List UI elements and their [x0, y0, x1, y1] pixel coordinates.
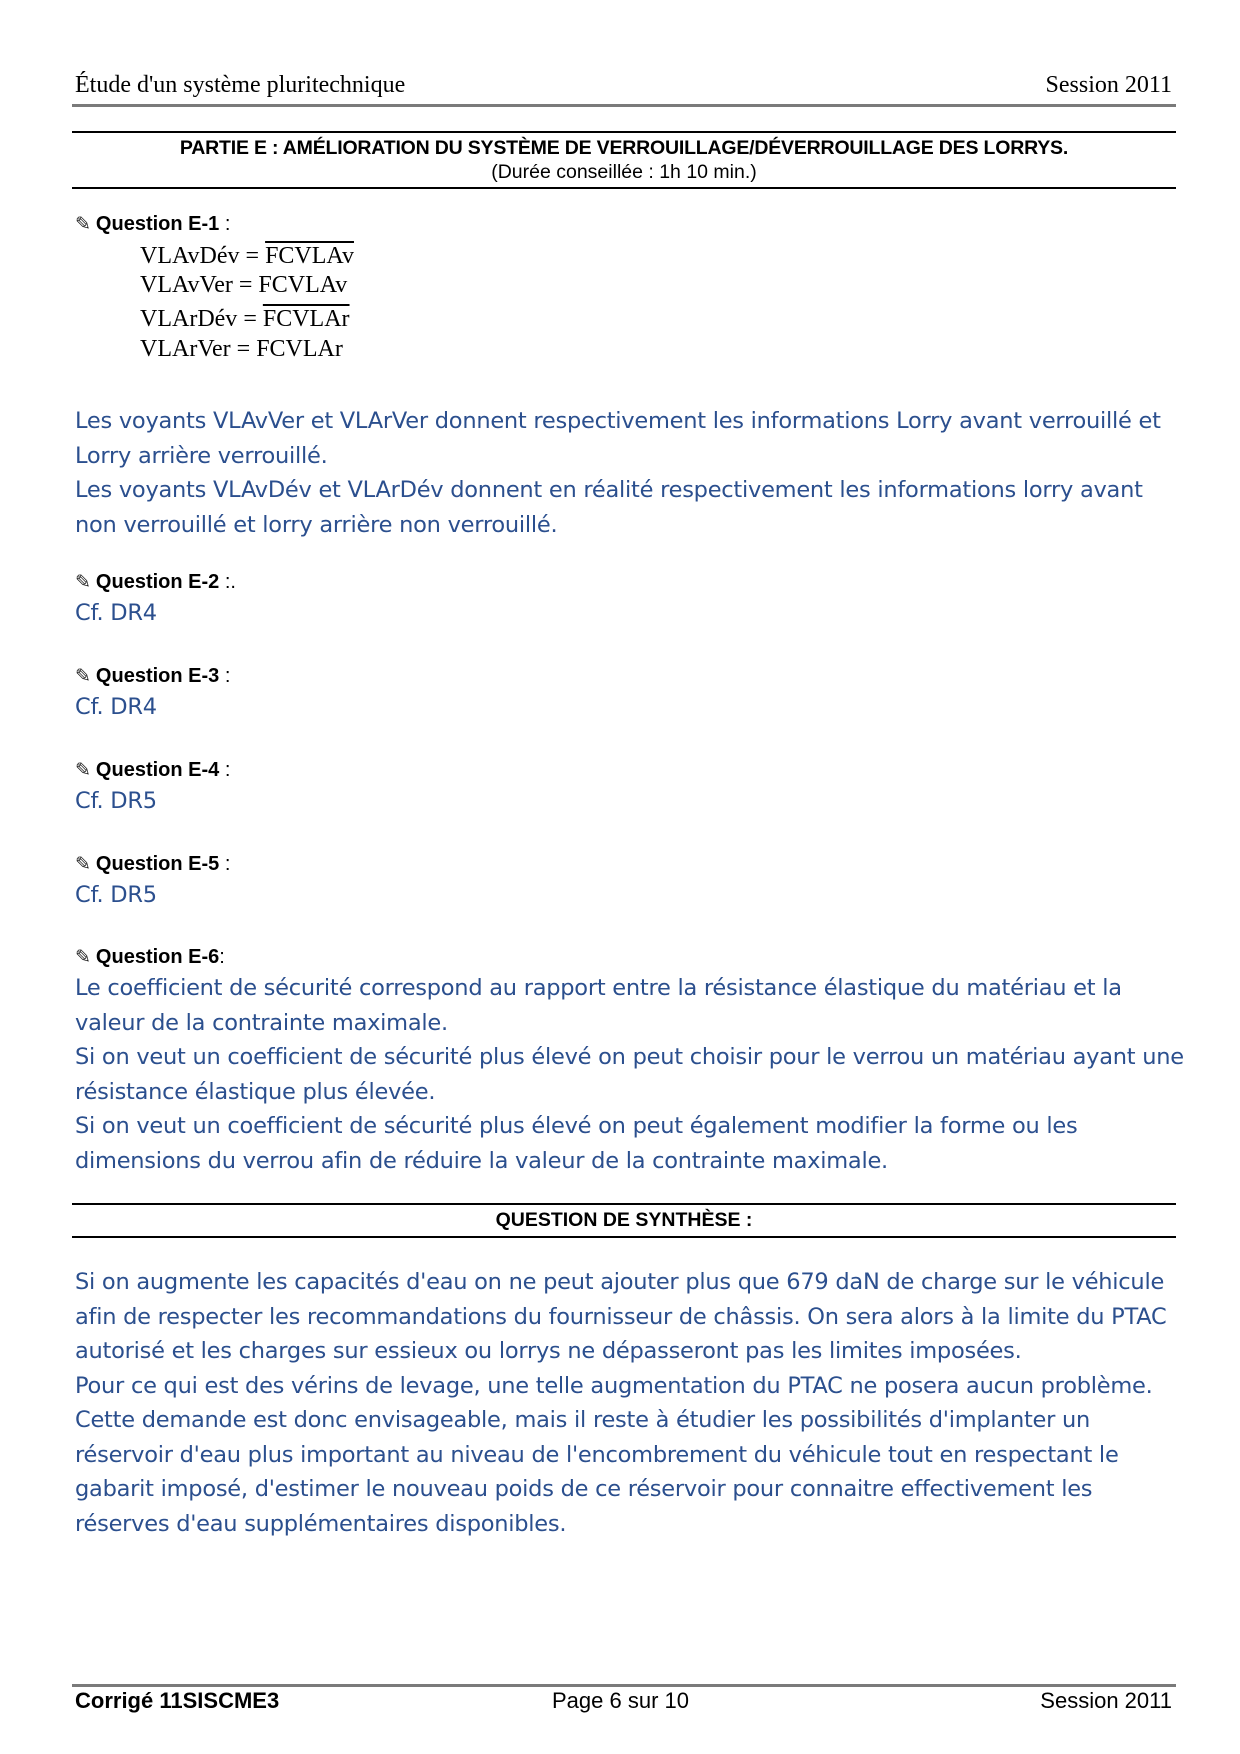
- part-title: PARTIE E : AMÉLIORATION DU SYSTÈME DE VERROUILLAGE/DÉVERROUILLAGE DES LORRYS.: [179, 137, 1069, 159]
- answer-e2: Cf. DR4: [75, 600, 157, 626]
- answer-paragraph: Le coefficient de sécurité correspond au rapport entre la résistance élastique du matériau et la valeur de la contrainte maximale.: [75, 975, 1122, 1036]
- pencil-icon: ✎: [75, 947, 91, 968]
- answer-paragraph: Si on veut un coefficient de sécurité plus élevé on peut également modifier la forme ou les dimensions du verrou afin de réduire la valeur de la contrainte maximale.: [75, 1113, 1078, 1174]
- answer-paragraph: Cette demande est donc envisageable, mais il reste à étudier les possibilités d'implanter un réservoir d'eau plus important au niveau de l'encombrement du véhicule tout en respectant le gabarit imposé, d'estimer le nouveau poids de ce réservoir pour connaitre effectivement les réserves d'eau supplémentaires disponibles.: [75, 1407, 1119, 1537]
- equation-lhs: VLArVer: [140, 336, 231, 362]
- answer-paragraph: Si on augmente les capacités d'eau on ne peut ajouter plus que 679 daN de charge sur le véhicule afin de respecter les recommandations du fournisseur de châssis. On sera alors à la limite du PTAC autorisé et les charges sur essieux ou lorrys ne dépasseront pas les limites imposées.: [75, 1269, 1167, 1364]
- question-e6-label: [75, 946, 225, 969]
- question-e3-suffix: :: [219, 665, 231, 687]
- equation-rhs: FCVLAv: [265, 243, 354, 269]
- equation-1: VLAvDév = FCVLAv: [140, 243, 354, 269]
- answer-e1: [75, 404, 1185, 542]
- answer-e6: [75, 971, 1185, 1178]
- equation-lhs: VLAvDév: [140, 243, 240, 269]
- question-e6-name: Question E-6: [95, 946, 220, 968]
- question-e4-label: [75, 759, 230, 782]
- question-e2-suffix: :.: [219, 571, 236, 593]
- equation-lhs: VLArDév: [140, 306, 238, 332]
- question-e3-name: Question E-3: [95, 665, 220, 687]
- question-e5-suffix: :: [219, 853, 231, 875]
- question-e1-label: [75, 213, 230, 236]
- answer-paragraph: Pour ce qui est des vérins de levage, une telle augmentation du PTAC ne posera aucun problème.: [75, 1372, 1153, 1399]
- question-e3-label: [75, 665, 230, 688]
- question-e4-suffix: :: [219, 759, 231, 781]
- footer-document-id: Corrigé 11SISCME3: [75, 1688, 280, 1713]
- header-session: Session 2011: [1045, 72, 1172, 98]
- question-e2-label: [75, 571, 236, 594]
- pencil-icon: ✎: [75, 760, 91, 781]
- synthesis-answer: [75, 1265, 1185, 1541]
- equation-4: VLArVer = FCVLAr: [140, 336, 343, 362]
- answer-e5: Cf. DR5: [75, 882, 157, 908]
- pencil-icon: ✎: [75, 214, 91, 235]
- equation-rhs: FCVLAv: [258, 272, 348, 298]
- equation-3: VLArDév = FCVLAr: [140, 306, 350, 332]
- question-e4-name: Question E-4: [95, 759, 220, 781]
- equation-rhs: FCVLAr: [262, 306, 350, 332]
- part-bottom-rule: [72, 187, 1176, 189]
- question-e6-suffix: :: [219, 946, 225, 968]
- equation-2: VLAvVer = FCVLAv: [140, 272, 348, 298]
- answer-e3: Cf. DR4: [75, 694, 157, 720]
- question-e2-name: Question E-2: [95, 571, 220, 593]
- pencil-icon: ✎: [75, 666, 91, 687]
- equation-rhs: FCVLAr: [256, 336, 343, 362]
- synthesis-bottom-rule: [72, 1236, 1176, 1238]
- question-e1-suffix: :: [219, 213, 231, 235]
- synthesis-top-rule: [72, 1203, 1176, 1205]
- part-top-rule: [72, 131, 1176, 133]
- pencil-icon: ✎: [75, 854, 91, 875]
- synthesis-title: QUESTION DE SYNTHÈSE :: [495, 1209, 753, 1231]
- answer-paragraph: Les voyants VLAvDév et VLArDév donnent en réalité respectivement les informations lorry avant non verrouillé et lorry arrière non verrouillé.: [75, 477, 1143, 538]
- answer-paragraph: Les voyants VLAvVer et VLArVer donnent respectivement les informations Lorry avant verrouillé et Lorry arrière verrouillé.: [75, 408, 1161, 469]
- header-divider: [72, 104, 1176, 107]
- answer-e4: Cf. DR5: [75, 788, 157, 814]
- header-title: Étude d'un système pluritechnique: [75, 72, 406, 98]
- question-e1-name: Question E-1: [95, 213, 220, 235]
- equation-lhs: VLAvVer: [140, 272, 233, 298]
- footer-session: Session 2011: [1040, 1688, 1172, 1713]
- part-duration: (Durée conseillée : 1h 10 min.): [491, 161, 757, 183]
- pencil-icon: ✎: [75, 572, 91, 593]
- answer-paragraph: Si on veut un coefficient de sécurité plus élevé on peut choisir pour le verrou un matériau ayant une résistance élastique plus élevée.: [75, 1044, 1184, 1105]
- question-e5-name: Question E-5: [95, 853, 220, 875]
- footer-page-number: Page 6 sur 10: [552, 1688, 689, 1713]
- footer-divider: [72, 1684, 1176, 1687]
- question-e5-label: [75, 853, 230, 876]
